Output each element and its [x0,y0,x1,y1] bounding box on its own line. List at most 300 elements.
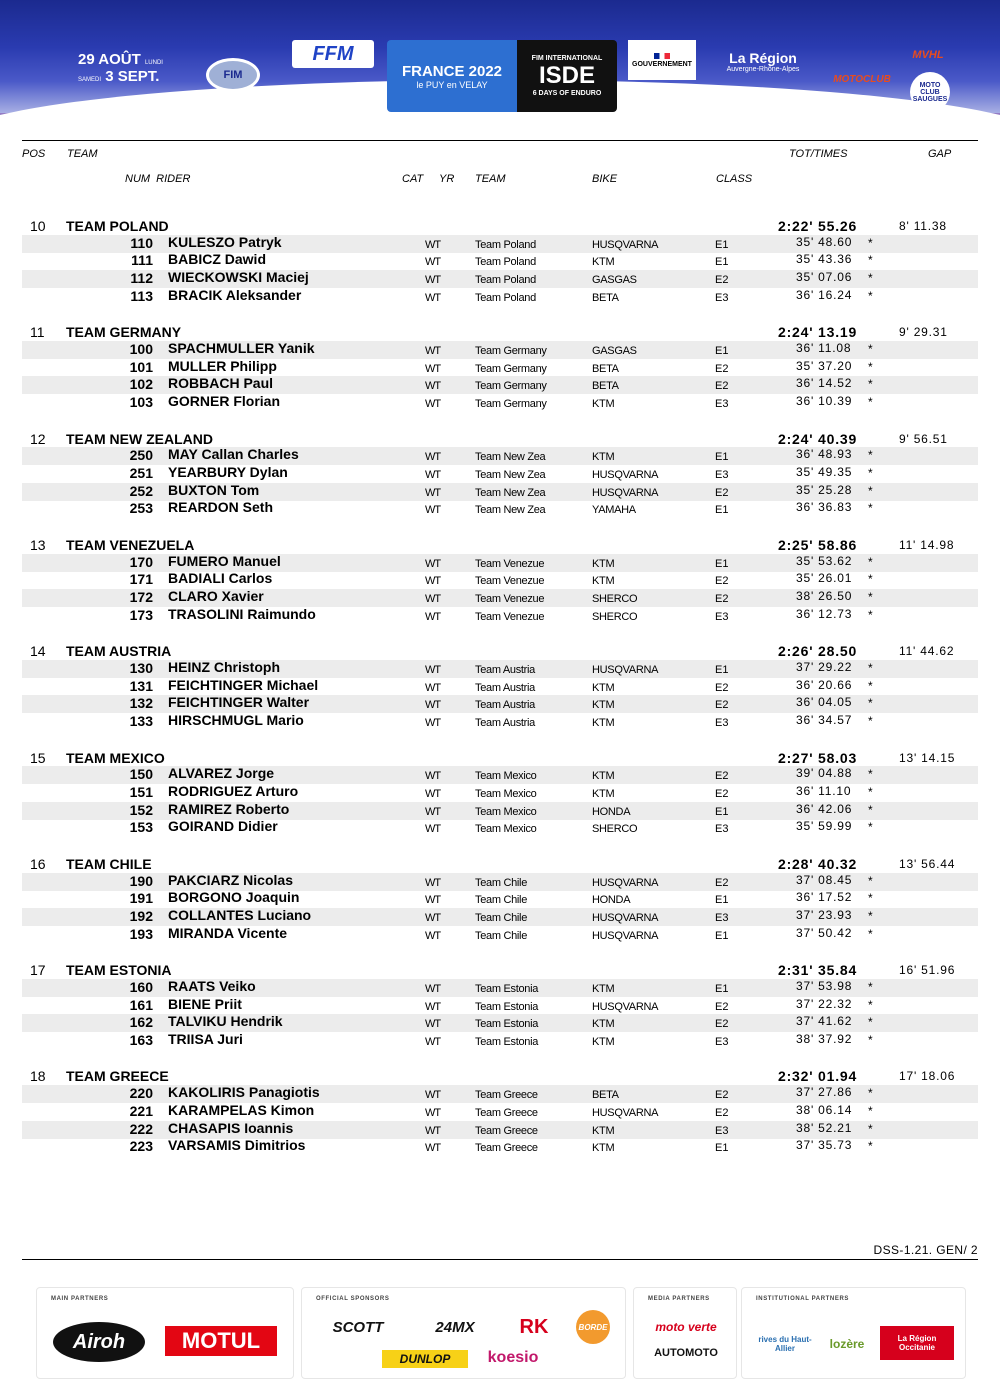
col-tot-times: TOT/TIMES [789,148,848,160]
footer-divider [22,1259,978,1260]
rider-counted-mark: * [868,342,873,356]
rider-row [22,288,978,306]
rider-time: 37' 08.45 [796,872,853,887]
rider-category: WT [425,291,441,304]
rider-bike: KTM [592,699,615,712]
team-row [22,536,978,554]
rider-number: 110 [130,234,153,251]
rider-counted-mark: * [868,997,873,1012]
rider-counted-mark: * [868,1032,873,1047]
region-text: La Région [729,49,797,66]
rider-category: WT [425,575,441,588]
rider-class: E3 [715,1124,729,1137]
rider-row [22,1085,978,1103]
rider-time: 36' 16.24 [796,287,853,302]
rider-number: 173 [129,606,153,623]
rider-number: 153 [129,819,153,836]
rider-class: E3 [715,610,729,623]
rider-row [22,1103,978,1121]
rider-row [22,359,978,377]
rider-category: WT [425,681,441,694]
main-partners-box [36,1287,294,1379]
rider-team: Team Mexico [475,787,537,800]
rider-row [22,1121,978,1139]
rider-time: 36' 48.93 [796,447,853,462]
rider-class: E2 [715,575,729,588]
haut-allier-logo: rives du Haut-Allier [758,1335,812,1353]
rider-name: RODRIGUEZ Arturo [168,782,299,799]
official-sponsors-box [301,1287,626,1379]
rider-number: 111 [131,252,153,269]
rider-class: E1 [715,557,729,570]
rider-category: WT [425,911,441,924]
french-flag-icon [654,53,670,59]
rider-category: WT [425,1035,441,1048]
rider-category: WT [425,256,441,269]
rider-class: E2 [715,1089,729,1102]
rider-time: 37' 29.22 [796,659,853,674]
rider-category: WT [425,398,441,411]
dunlop-logo: DUNLOP [382,1350,468,1368]
rider-number: 162 [129,1014,153,1031]
rider-row [22,695,978,713]
rider-bike: HUSQVARNA [592,663,659,676]
rider-number: 191 [129,890,153,907]
rider-number: 103 [129,394,153,411]
rider-counted-mark: * [868,1121,873,1136]
rider-time: 37' 41.62 [796,1014,853,1029]
haute-loire-logo: Haute-Loire [640,97,696,109]
rider-row [22,607,978,625]
team-name: TEAM CHILE [66,855,152,872]
rider-category: WT [425,345,441,357]
occitanie-logo: La Région Occitanie [880,1326,954,1360]
rider-bike: HUSQVARNA [592,486,659,499]
team-position: 14 [30,643,46,660]
rider-row [22,997,978,1015]
team-total-time: 2:31' 35.84 [778,962,858,979]
rider-team: Team Poland [475,291,536,304]
rider-bike: HUSQVARNA [592,238,659,251]
rider-bike: SHERCO [592,593,638,605]
rider-number: 172 [129,589,153,605]
rider-category: WT [425,610,441,623]
rider-number: 253 [129,500,153,517]
borde-logo: BORDE [576,1310,610,1344]
rider-counted-mark: * [868,377,873,392]
rider-class: E2 [715,380,729,393]
rider-name: KARAMPELAS Kimon [168,1101,315,1118]
rider-bike: GASGAS [592,274,637,287]
rider-time: 36' 34.57 [796,713,853,727]
rider-counted-mark: * [868,979,873,994]
rider-team: Team Germany [475,398,547,411]
team-total-time: 2:26' 28.50 [778,643,858,660]
rider-bike: KTM [592,451,615,464]
team-total-time: 2:22' 55.26 [778,218,858,234]
rider-category: WT [425,894,441,907]
rider-counted-mark: * [868,554,873,569]
rider-name: BUXTON Tom [168,481,260,498]
rider-name: WIECKOWSKI Maciej [168,269,309,286]
rider-name: MIRANDA Vicente [168,924,288,941]
rider-counted-mark: * [868,1086,873,1101]
rider-team: Team Greece [475,1124,538,1137]
rider-time: 38' 26.50 [796,589,853,603]
rider-number: 193 [129,925,153,942]
col-pos: POS [22,148,46,160]
rider-bike: KTM [592,717,615,729]
team-name: TEAM GERMANY [66,324,182,341]
rider-time: 36' 11.10 [796,783,852,798]
rider-name: REARDON Seth [168,499,274,516]
rider-category: WT [425,805,441,818]
rider-counted-mark: * [868,891,873,906]
rider-team: Team Germany [475,380,547,393]
rider-category: WT [425,823,441,836]
team-position: 13 [30,536,46,553]
rider-name: HIRSCHMUGL Mario [168,712,304,728]
media-partners-title: MEDIA PARTNERS [648,1296,710,1302]
rider-category: WT [425,1018,441,1031]
rider-time: 36' 20.66 [796,677,853,692]
rider-counted-mark: * [868,359,873,374]
rider-number: 161 [129,996,153,1013]
rider-row [22,270,978,288]
rider-category: WT [425,1124,441,1137]
rider-name: HEINZ Christoph [168,658,280,675]
gouvernement-text: GOUVERNEMENT [632,60,692,68]
rider-bike: KTM [592,1035,615,1048]
rider-class: E2 [715,787,729,800]
team-position: 12 [30,430,46,447]
team-row [22,217,978,235]
rider-category: WT [425,663,441,676]
rider-time: 37' 50.42 [796,925,853,940]
rider-counted-mark: * [868,1103,873,1118]
header-divider [22,140,978,141]
rider-name: MULLER Philipp [168,357,277,374]
rider-name: CHASAPIS Ioannis [168,1119,294,1136]
team-row [22,323,978,341]
rider-name: RAMIREZ Roberto [168,800,290,817]
institutional-partners-title: INSTITUTIONAL PARTNERS [756,1296,849,1302]
rider-name: PAKCIARZ Nicolas [168,871,293,888]
rider-row [22,252,978,270]
team-name: TEAM NEW ZEALAND [66,430,213,447]
rider-category: WT [425,274,441,287]
fim-logo: FIM [206,58,260,92]
page-reference: DSS-1.21. GEN/ 2 [873,1243,978,1257]
rider-counted-mark: * [868,820,873,835]
rider-row [22,571,978,589]
col-team-rider: TEAM [475,173,506,185]
rider-number: 102 [129,376,153,393]
rider-time: 35' 37.20 [796,358,853,373]
date-end: 3 SEPT. [105,68,160,85]
rider-row [22,873,978,891]
rider-class: E3 [715,717,729,729]
rider-team: Team Germany [475,362,547,375]
rider-class: E1 [715,805,729,818]
rider-class: E1 [715,256,729,269]
rider-category: WT [425,504,441,517]
main-partners-title: MAIN PARTNERS [51,1296,109,1302]
rider-counted-mark: * [868,696,873,711]
rider-team: Team Greece [475,1089,538,1102]
rider-team: Team New Zea [475,469,546,481]
rider-name: FUMERO Manuel [168,552,281,569]
rider-name: TRIISA Juri [168,1030,243,1047]
rider-team: Team Greece [475,1142,538,1155]
rider-class: E2 [715,1018,729,1031]
rider-team: Team Mexico [475,770,537,783]
rider-counted-mark: * [868,607,873,622]
rider-name: GORNER Florian [168,393,281,410]
rider-time: 37' 22.32 [796,996,853,1011]
team-name: TEAM AUSTRIA [66,643,172,660]
rider-class: E2 [715,1106,729,1119]
team-row [22,642,978,660]
rider-row [22,713,978,731]
rider-counted-mark: * [868,678,873,693]
rider-number: 221 [129,1102,153,1119]
mvhl-logo: MVHL [912,49,944,61]
team-gap: 16' 51.96 [899,963,956,978]
rider-bike: HONDA [592,894,631,907]
rider-number: 160 [129,978,153,995]
rider-number: 252 [129,482,153,499]
rider-time: 36' 10.39 [796,394,853,409]
rider-bike: KTM [592,982,615,995]
rider-number: 222 [129,1120,153,1137]
team-total-time: 2:32' 01.94 [778,1068,858,1085]
col-cat: CAT [402,173,424,185]
motul-logo: MOTUL [165,1326,277,1356]
team-position: 11 [30,324,45,341]
rider-category: WT [425,593,441,605]
rider-bike: HONDA [592,805,631,818]
rider-time: 36' 12.73 [796,606,853,621]
rider-class: E3 [715,823,729,836]
rider-counted-mark: * [868,288,873,303]
rider-team: Team Germany [475,345,547,357]
rider-row [22,554,978,572]
rider-bike: HUSQVARNA [592,1000,659,1013]
france-2022-logo [387,40,517,112]
rider-team: Team Estonia [475,1018,539,1031]
rider-time: 37' 53.98 [796,978,853,993]
rider-bike: KTM [592,1124,615,1137]
rider-time: 35' 53.62 [796,553,853,568]
rider-counted-mark: * [868,873,873,888]
rider-counted-mark: * [868,660,873,675]
rider-number: 170 [129,553,153,570]
rider-name: BORGONO Joaquin [168,889,300,906]
motoclub-logo: MOTOCLUB [833,73,891,85]
rider-counted-mark: * [868,483,873,498]
date-start: 29 AOÛT [78,51,141,68]
rider-number: 220 [129,1085,153,1102]
rider-class: E3 [715,291,729,304]
rider-counted-mark: * [868,501,873,516]
ligue-moto-logo: ligue MOTO [307,94,359,104]
rider-counted-mark: * [868,784,873,799]
rider-class: E3 [715,398,729,411]
rider-bike: GASGAS [592,345,637,357]
scott-logo: SCOTT [332,1318,384,1336]
team-name: TEAM ESTONIA [66,962,172,979]
rider-class: E1 [715,982,729,995]
rider-bike: KTM [592,787,615,800]
isde-top: FIM INTERNATIONAL [531,55,603,62]
col-bike: BIKE [592,173,618,185]
rider-bike: BETA [592,380,619,393]
rider-bike: KTM [592,398,615,411]
rider-bike: KTM [592,575,615,588]
rider-counted-mark: * [868,590,873,604]
institutional-partners-box [741,1287,966,1379]
rider-class: E1 [715,451,729,464]
rider-time: 35' 48.60 [796,234,853,249]
rider-class: E2 [715,1000,729,1013]
rider-team: Team New Zea [475,486,546,499]
region-sub: Auvergne-Rhône-Alpes [726,65,800,73]
rider-row [22,465,978,483]
rider-class: E1 [715,345,729,357]
rider-row [22,500,978,518]
rider-counted-mark: * [868,714,873,728]
rider-team: Team Venezue [475,557,545,570]
rider-time: 35' 43.36 [796,252,853,267]
rider-bike: KTM [592,1142,615,1155]
rider-category: WT [425,929,441,942]
rider-name: ROBBACH Paul [168,375,274,392]
rider-team: Team Venezue [475,575,545,588]
rider-counted-mark: * [868,572,873,587]
rider-row [22,235,978,253]
team-name: TEAM POLAND [66,218,169,234]
rider-row [22,660,978,678]
rider-counted-mark: * [868,271,873,286]
team-name: TEAM VENEZUELA [66,536,195,553]
rider-class: E1 [715,1142,729,1155]
rider-category: WT [425,770,441,783]
rider-row [22,678,978,696]
lozere-logo: lozère [829,1337,865,1351]
rider-team: Team Chile [475,894,528,907]
rider-row [22,802,978,820]
rider-team: Team Chile [475,929,528,942]
rider-row [22,819,978,837]
rider-number: 133 [129,713,153,729]
rider-number: 151 [129,783,153,800]
rider-name: YEARBURY Dylan [168,464,288,480]
rider-number: 171 [129,571,153,588]
team-total-time: 2:27' 58.03 [778,749,858,766]
rider-team: Team New Zea [475,504,546,517]
rider-category: WT [425,362,441,375]
rider-row [22,376,978,394]
region-logo [708,46,818,76]
rider-number: 163 [129,1031,153,1048]
rider-time: 39' 04.88 [796,766,853,781]
rider-row [22,589,978,607]
rider-class: E1 [715,504,729,517]
rider-time: 36' 04.05 [796,695,853,710]
media-partners-box [633,1287,737,1379]
team-name: TEAM MEXICO [66,749,165,766]
koesio-logo: koesio [487,1349,539,1366]
rider-bike: KTM [592,681,615,694]
rider-name: FEICHTINGER Walter [168,694,310,711]
rider-time: 35' 07.06 [796,270,853,285]
col-yr: YR [439,173,455,185]
rider-bike: BETA [592,291,619,304]
rider-team: Team Estonia [475,1035,539,1048]
team-row [22,749,978,767]
rider-counted-mark: * [868,466,873,480]
rider-category: WT [425,1000,441,1013]
rider-bike: KTM [592,770,615,783]
rider-bike: KTM [592,256,615,269]
team-total-time: 2:24' 40.39 [778,430,858,447]
rider-category: WT [425,787,441,800]
rider-row [22,926,978,944]
rider-category: WT [425,1089,441,1102]
rider-number: 190 [129,872,153,889]
rider-bike: KTM [592,1018,615,1031]
rider-name: BADIALI Carlos [168,570,273,587]
rider-number: 223 [129,1138,153,1155]
rider-team: Team Venezue [475,610,545,623]
rider-name: GOIRAND Didier [168,818,278,835]
rider-name: BIENE Priit [168,995,242,1012]
rider-bike: BETA [592,362,619,375]
team-total-time: 2:28' 40.32 [778,855,858,872]
rider-class: E1 [715,929,729,942]
rider-counted-mark: * [868,235,873,250]
rider-bike: HUSQVARNA [592,876,659,889]
date-start-day: LUNDI [144,60,163,66]
team-gap: 13' 56.44 [899,856,956,871]
rider-counted-mark: * [868,908,873,923]
rider-name: KAKOLIRIS Panagiotis [168,1084,320,1101]
rider-category: WT [425,1142,441,1155]
rider-name: MAY Callan Charles [168,446,299,463]
rider-name: CLARO Xavier [168,588,264,604]
moto-club-saugues-logo: MOTO CLUB SAUGUES [910,72,950,112]
rider-team: Team Mexico [475,823,537,836]
team-position: 10 [30,218,46,234]
rider-bike: KTM [592,557,615,570]
team-position: 17 [30,962,46,979]
rider-team: Team Greece [475,1106,538,1119]
rider-number: 192 [129,907,153,924]
rider-name: RAATS Veiko [168,977,256,994]
team-gap: 17' 18.06 [899,1069,956,1084]
col-num-rider: NUM RIDER [125,173,191,185]
rider-class: E3 [715,469,729,481]
rider-bike: HUSQVARNA [592,929,659,942]
rider-team: Team Estonia [475,1000,539,1013]
rider-time: 35' 25.28 [796,482,853,497]
team-total-time: 2:25' 58.86 [778,536,858,553]
rider-team: Team Chile [475,876,528,889]
rider-time: 37' 23.93 [796,907,853,922]
rider-number: 251 [129,465,153,481]
team-gap: 9' 29.31 [899,325,948,340]
